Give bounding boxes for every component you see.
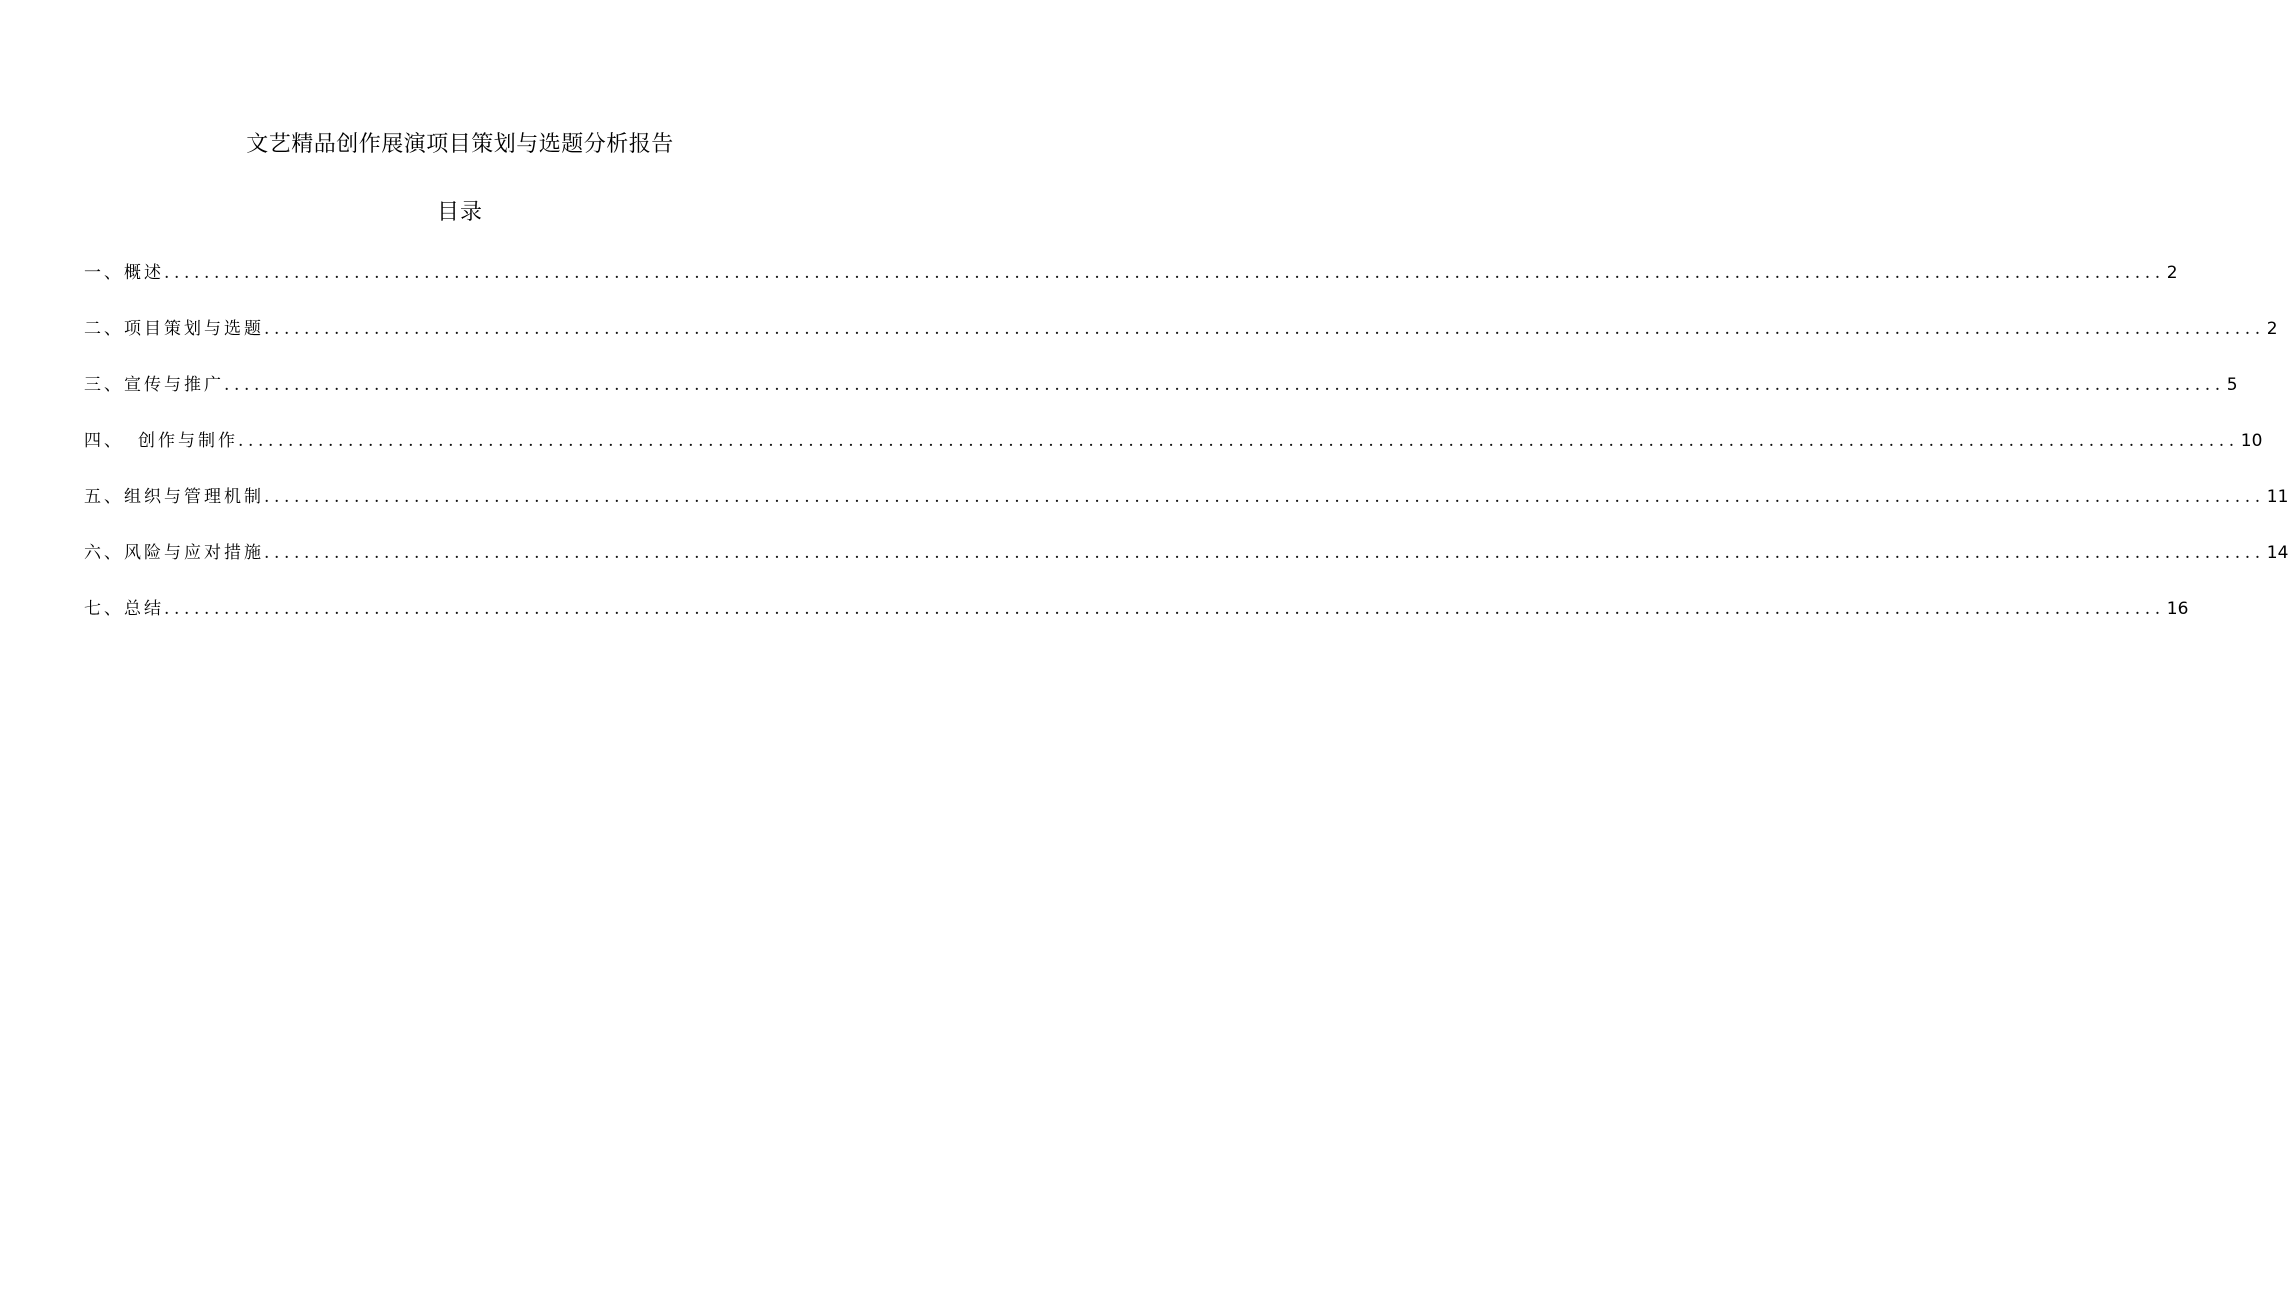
table-of-contents [84, 258, 2288, 650]
toc-entry-page: 10 [2240, 431, 2263, 451]
toc-entry-planning[interactable] [84, 314, 2278, 370]
toc-entry-promotion[interactable] [84, 370, 2238, 426]
toc-entry-summary[interactable] [84, 594, 2189, 650]
toc-entry-number: 六、 [84, 543, 124, 563]
toc-dot-leader: ........................................................................................................................................................................................................ [264, 487, 2265, 507]
toc-entry-page: 5 [2226, 375, 2238, 395]
toc-entry-label: 宣传与推广 [124, 375, 224, 395]
toc-entry-risk[interactable] [84, 538, 2288, 594]
toc-dot-leader: ........................................................................................................................................................................................................ [164, 263, 2165, 283]
toc-entry-number: 三、 [84, 375, 124, 395]
toc-entry-page: 16 [2166, 599, 2189, 619]
toc-entry-label: 总结 [124, 599, 164, 619]
toc-entry-number: 五、 [84, 487, 124, 507]
toc-dot-leader: ........................................................................................................................................................................................................ [164, 599, 2165, 619]
toc-entry-page: 2 [2266, 319, 2278, 339]
toc-entry-label: 项目策划与选题 [124, 319, 264, 339]
toc-entry-number: 二、 [84, 319, 124, 339]
document-title: 文艺精品创作展演项目策划与选题分析报告 [246, 132, 674, 157]
toc-entry-page: 2 [2166, 263, 2178, 283]
toc-heading: 目录 [436, 200, 483, 225]
toc-entry-label: 概述 [124, 263, 164, 283]
toc-entry-number: 七、 [84, 599, 124, 619]
toc-entry-management[interactable] [84, 482, 2288, 538]
toc-entry-number: 一、 [84, 263, 124, 283]
toc-entry-label: 创作与制作 [138, 431, 238, 451]
toc-entry-page: 11 [2266, 487, 2288, 507]
toc-dot-leader: ........................................................................................................................................................................................................ [264, 319, 2265, 339]
toc-entry-page: 14 [2266, 543, 2288, 563]
toc-entry-overview[interactable] [84, 258, 2178, 314]
toc-entry-production[interactable] [84, 426, 2263, 482]
toc-entry-label: 组织与管理机制 [124, 487, 264, 507]
toc-entry-number: 四、 [84, 431, 124, 451]
toc-dot-leader: ........................................................................................................................................................................................................ [238, 431, 2239, 451]
toc-dot-leader: ........................................................................................................................................................................................................ [224, 375, 2225, 395]
toc-entry-label: 风险与应对措施 [124, 543, 264, 563]
toc-dot-leader: ........................................................................................................................................................................................................ [264, 543, 2265, 563]
